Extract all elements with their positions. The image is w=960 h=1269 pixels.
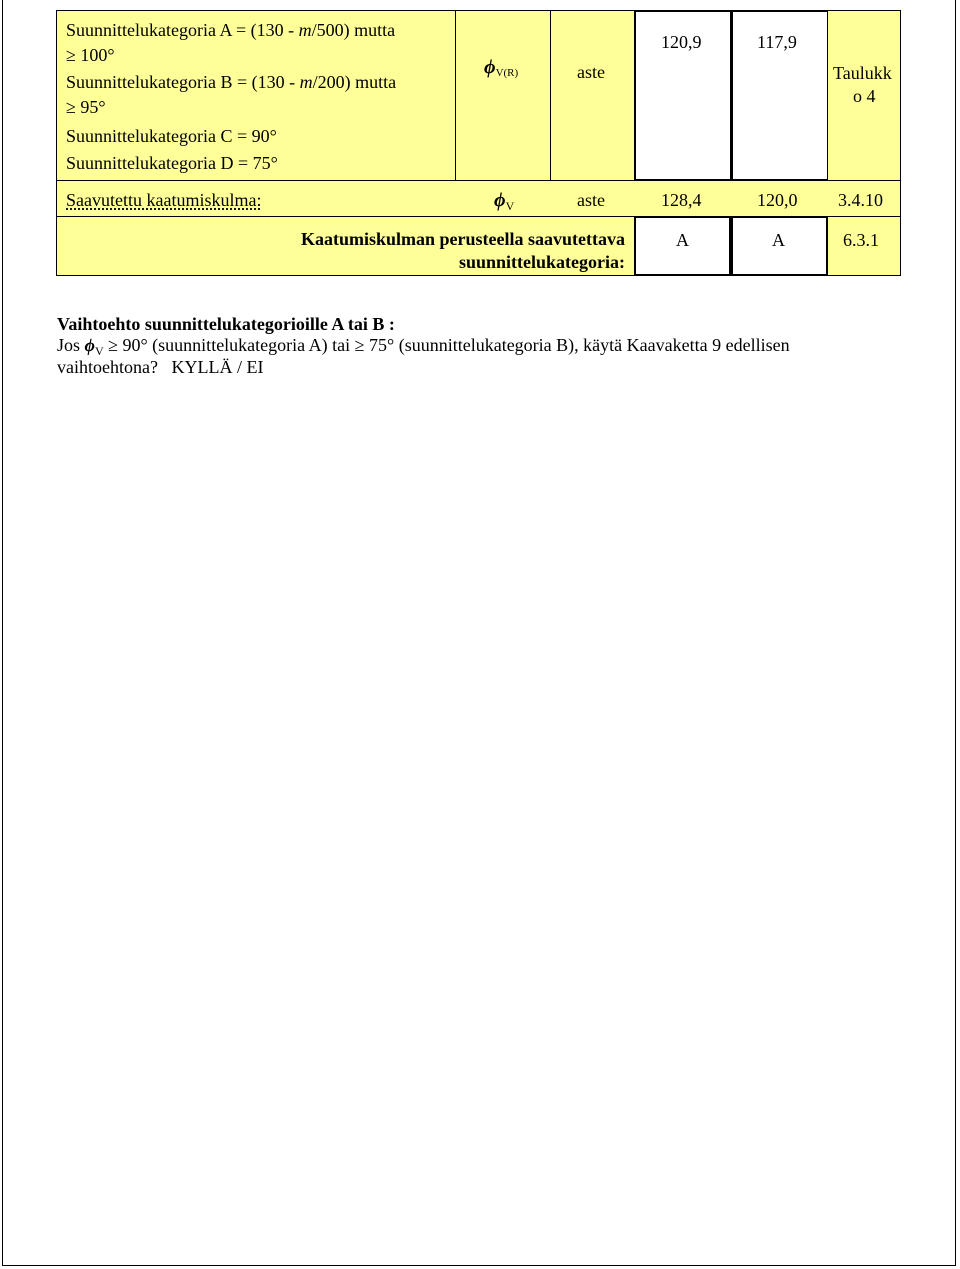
alternative-question-line-2[interactable]: vaihtoehtona? KYLLÄ / EI [57,357,264,377]
required-angle-reference-2: o 4 [853,86,876,106]
required-angle-value-2: 117,9 [757,32,797,52]
achieved-angle-label: Saavutettu kaatumiskulma: [66,190,262,210]
required-angle-symbol [484,56,518,84]
alternative-heading: Vaihtoehto suunnittelukategorioille A tai B : [57,314,395,334]
category-a-m: m [298,20,312,40]
category-result-reference: 6.3.1 [843,230,879,250]
category-a-text: Suunnittelukategoria A = (130 - [66,20,299,40]
column-divider [455,10,456,180]
category-result-label-1: Kaatumiskulman perusteella saavutettava [301,229,625,249]
category-b-definition [66,71,396,93]
category-a-limit: ≥ 100° [66,45,115,65]
required-angle-value-1: 120,9 [661,32,702,52]
category-result-label-2: suunnittelukategoria: [458,252,625,272]
category-b-text-end: /200) mutta [312,72,397,92]
required-angle-reference-1: Taulukk [833,63,892,83]
achieved-angle-reference: 3.4.10 [838,190,883,210]
category-c-definition: Suunnittelukategoria C = 90° [66,126,277,146]
phi-symbol: ϕ [84,335,95,355]
category-result-value-1: A [676,230,689,250]
category-result-value-2: A [772,230,785,250]
column-divider [550,10,551,180]
category-b-m: m [299,72,313,92]
phi-subscript: V [94,344,104,358]
category-d-definition: Suunnittelukategoria D = 75° [66,153,278,173]
achieved-angle-value-2: 120,0 [757,190,798,210]
phi-subscript: V(R) [495,67,519,79]
category-a-definition [66,19,395,41]
achieved-angle-unit: aste [577,190,605,210]
phi-symbol: ϕ [484,56,496,78]
achieved-angle-symbol [494,189,514,217]
phi-symbol: ϕ [494,189,506,211]
category-b-limit: ≥ 95° [66,97,106,117]
row-divider [56,180,901,181]
category-b-text: Suunnittelukategoria B = (130 - [66,72,300,92]
phi-subscript: V [505,199,515,213]
alternative-text-rest: ≥ 90° (suunnittelukategoria A) tai ≥ 75° (suunnittelukategoria B), käytä Kaavaketta 9 edellisen [103,335,790,355]
achieved-angle-value-1: 128,4 [661,190,702,210]
alternative-text-start: Jos [57,335,85,355]
category-a-text-end: /500) mutta [311,20,396,40]
required-angle-unit: aste [577,62,605,82]
